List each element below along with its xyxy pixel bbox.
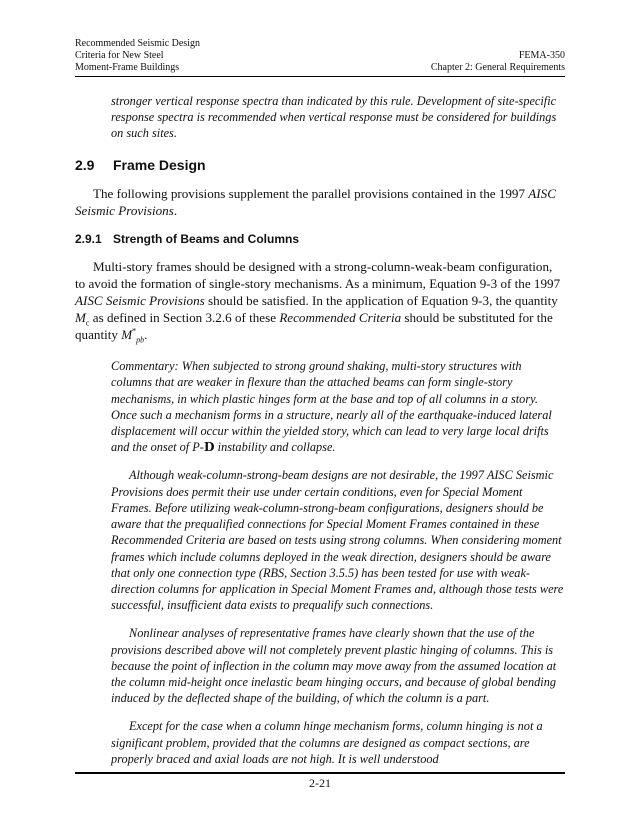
page-content bbox=[75, 93, 565, 767]
continued-commentary: stronger vertical response spectra than indicated by this rule. Development of site-specific response spectra is recommended when vertical response must be considered for buildings on such sites. bbox=[111, 94, 557, 141]
subsection-title: Strength of Beams and Columns bbox=[113, 231, 300, 246]
section-heading-2-9 bbox=[75, 157, 565, 174]
header-chapter: Chapter 2: General Requirements bbox=[430, 62, 565, 73]
header-doc-title-line2: Criteria for New Steel bbox=[75, 50, 164, 61]
header-doc-title-line3: Moment-Frame Buildings bbox=[75, 62, 180, 73]
section-2-9-paragraph: The following provisions supplement the parallel provisions contained in the 1997 AISC Seismic Provisions. bbox=[75, 185, 556, 218]
commentary-paragraph-2: Although weak-column-strong-beam designs are not desirable, the 1997 AISC Seismic Provisions does permit their use under certain conditions, even for Special Moment Frames. Before utilizing weak-column-strong-beam configurations, designers should be aware that the prequalified connections for Special Moment Frames contained in these Recommended Criteria are based on tests using strong columns. When considering moment frames which include columns deployed in the weak direction, designers should be aware that only one connection type (RBS, Section 3.5.5) has been tested for use with weak-direction columns for application in Special Moment Frames and, although those tests were successful, insufficient data exists to prequalify such connections. bbox=[111, 468, 564, 613]
footer-divider bbox=[75, 772, 565, 774]
page-number: 2-21 bbox=[309, 776, 331, 790]
commentary-paragraph-1: Commentary: When subjected to strong ground shaking, multi-story structures with columns that are weaker in flexure than the attached beams can form single-story mechanisms, in which plastic hinges form at the base and top of all columns in a story. Once such a mechanism forms in a structure, nearly all of the earthquake-induced lateral displacement will occur within the yielded story, which can lead to very large local drifts and the onset of P-D instability and collapse. bbox=[111, 359, 552, 455]
header-row-3 bbox=[75, 62, 565, 74]
section-heading-2-9-1 bbox=[75, 232, 565, 247]
section-2-9-1-paragraph: Multi-story frames should be designed with a strong-column-weak-beam configuration, to avoid the formation of single-story mechanisms. As a minimum, Equation 9-3 of the 1997 AISC Seismic Provisions should be satisfied. In the application of Equation 9-3, the quantity $M_c$ as defined in Section 3.2.6 of these Recommended Criteria should be substituted for the quantity $M^*_{pb}$. bbox=[75, 258, 561, 345]
header-doc-title-line1: Recommended Seismic Design bbox=[75, 38, 200, 49]
section-number: 2.9 bbox=[75, 156, 95, 173]
section-title: Frame Design bbox=[113, 156, 206, 173]
page-header bbox=[75, 38, 565, 74]
header-divider bbox=[75, 76, 565, 77]
subsection-number: 2.9.1 bbox=[75, 231, 102, 246]
commentary-paragraph-4: Except for the case when a column hinge mechanism forms, column hinging is not a significant problem, provided that the columns are designed as compact sections, are properly braced and axial loads are not high. It is well understood bbox=[111, 719, 543, 766]
header-doc-number: FEMA-350 bbox=[518, 50, 565, 61]
commentary-paragraph-3: Nonlinear analyses of representative frames have clearly shown that the use of the provisions described above will not completely prevent plastic hinging of columns. This is because the point of inflection in the column may move away from the assumed location at the column mid-height once inelastic beam hinging occurs, and because of global bending induced by the deflected shape of the building, of which the column is a part. bbox=[111, 626, 557, 706]
header-row-2 bbox=[75, 50, 565, 62]
header-row-1 bbox=[75, 38, 565, 50]
